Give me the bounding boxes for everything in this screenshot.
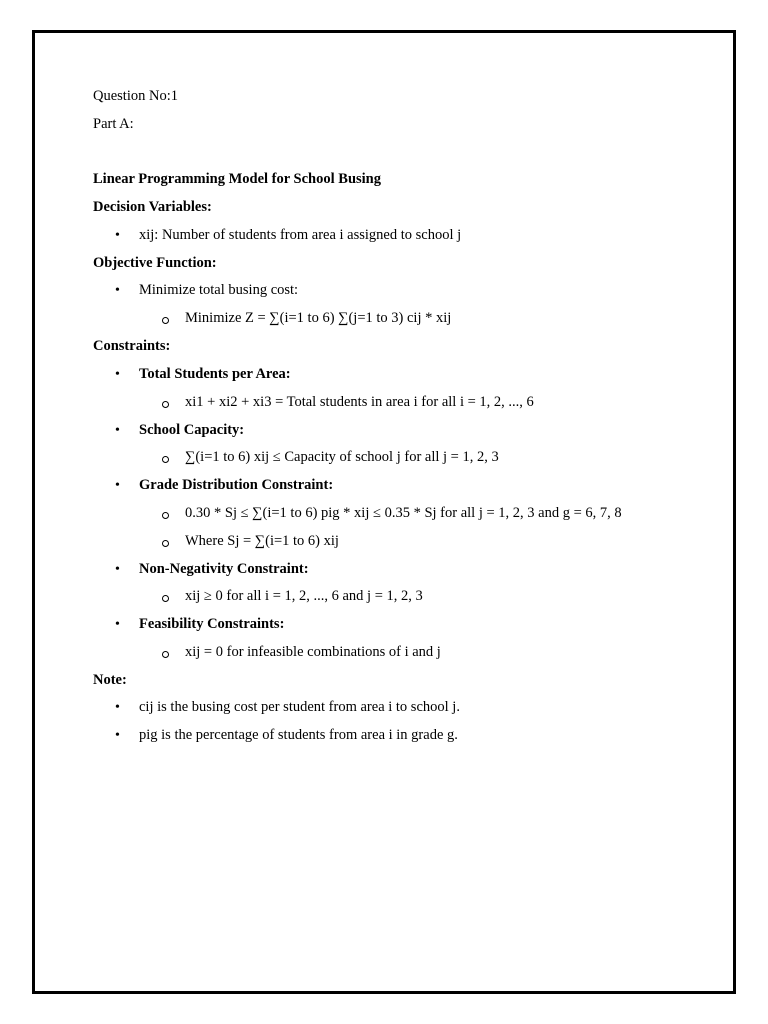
constraint-label-total-students: Total Students per Area: — [139, 366, 291, 382]
part-label: Part A: — [93, 116, 134, 132]
bullet-dot-icon: • — [115, 562, 120, 577]
bullet-dot-icon: • — [115, 700, 120, 715]
constraint-label-school-capacity: School Capacity: — [139, 422, 245, 438]
constraints-heading: Constraints: — [93, 338, 171, 354]
bullet-circle-icon — [162, 587, 169, 609]
bullet-dot-icon: • — [115, 228, 120, 243]
constraint-label-feasibility: Feasibility Constraints: — [139, 616, 285, 632]
constraint-formula-school-capacity: ∑(i=1 to 6) xij ≤ Capacity of school j for all j = 1, 2, 3 — [185, 449, 499, 465]
question-number: Question No:1 — [93, 88, 178, 104]
note-heading: Note: — [93, 672, 127, 688]
objective-formula: Minimize Z = ∑(i=1 to 6) ∑(j=1 to 3) cij * xij — [185, 310, 452, 326]
constraint-formula-sj-definition: Where Sj = ∑(i=1 to 6) xij — [185, 533, 339, 549]
bullet-circle-icon — [162, 643, 169, 665]
note-item: cij is the busing cost per student from area i to school j. — [139, 699, 460, 715]
bullet-circle-icon — [162, 393, 169, 415]
bullet-dot-icon: • — [115, 478, 120, 493]
bullet-dot-icon: • — [115, 617, 120, 632]
decision-variable-item: xij: Number of students from area i assigned to school j — [139, 227, 462, 243]
bullet-dot-icon: • — [115, 283, 120, 298]
bullet-dot-icon: • — [115, 367, 120, 382]
bullet-circle-icon — [162, 309, 169, 331]
bullet-circle-icon — [162, 448, 169, 470]
document-title: Linear Programming Model for School Busing — [93, 171, 381, 187]
bullet-dot-icon: • — [115, 728, 120, 743]
bullet-circle-icon — [162, 504, 169, 526]
constraint-formula-non-negativity: xij ≥ 0 for all i = 1, 2, ..., 6 and j = 1, 2, 3 — [185, 588, 423, 604]
constraint-formula-feasibility: xij = 0 for infeasible combinations of i and j — [185, 644, 441, 660]
constraint-label-non-negativity: Non-Negativity Constraint: — [139, 561, 309, 577]
objective-item: Minimize total busing cost: — [139, 282, 299, 298]
constraint-label-grade-distribution: Grade Distribution Constraint: — [139, 477, 334, 493]
objective-function-heading: Objective Function: — [93, 255, 217, 271]
bullet-circle-icon — [162, 532, 169, 554]
constraint-formula-total-students: xi1 + xi2 + xi3 = Total students in area i for all i = 1, 2, ..., 6 — [185, 394, 534, 410]
decision-variables-heading: Decision Variables: — [93, 199, 212, 215]
bullet-dot-icon: • — [115, 423, 120, 438]
note-item: pig is the percentage of students from area i in grade g. — [139, 727, 458, 743]
constraint-formula-grade-distribution: 0.30 * Sj ≤ ∑(i=1 to 6) pig * xij ≤ 0.35 * Sj for all j = 1, 2, 3 and g = 6, 7, 8 — [185, 505, 622, 521]
